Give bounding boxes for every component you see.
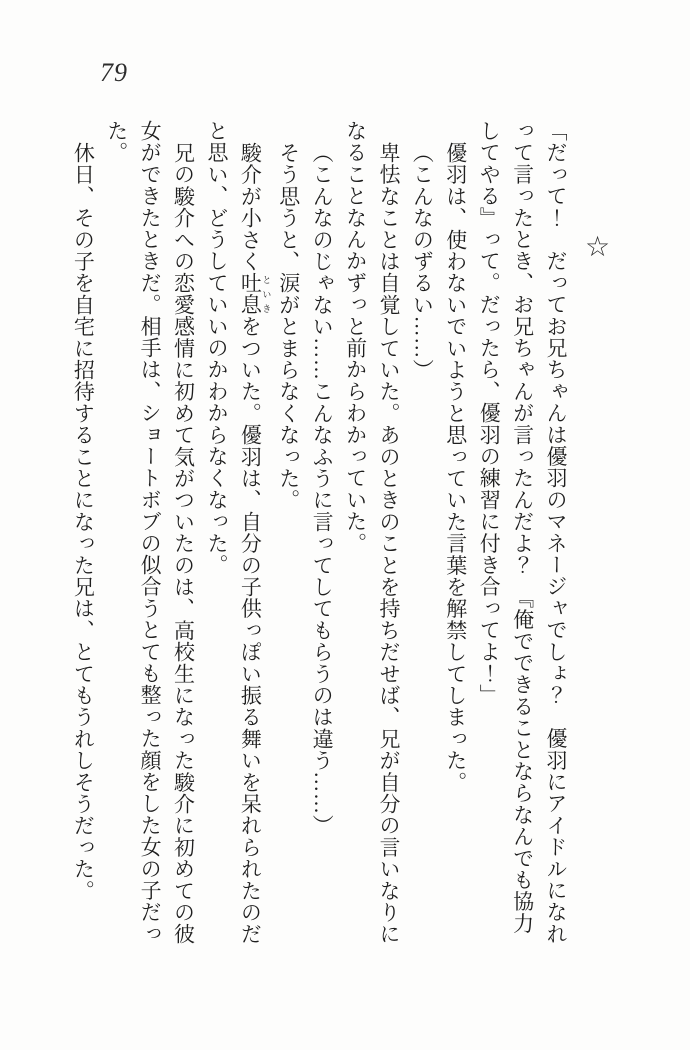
paragraph-narration-5: 兄の駿介への恋愛感情に初めて気がついたのは、高校生になった駿介に初めての彼女ができたときだ。相手は、ショートボブの似合うとても整った顔をした女の子だった。 (104, 120, 196, 945)
body-text (66, 120, 572, 948)
paragraph-narration-3: そう思うと、涙がとまらなくなった。 (276, 141, 301, 511)
ruby-base: 吐息 (238, 271, 263, 316)
paragraph-inner-monologue-2: （こんなのじゃない……こんなふうに言ってしてもらうのは違う……） (310, 141, 335, 837)
ruby-furigana: といき (261, 271, 272, 316)
paragraph-narration-4 (200, 120, 272, 948)
ruby-pre-text: 駿介が小さく (238, 141, 263, 272)
page-number: 79 (100, 58, 128, 87)
paragraph-narration-2: 卑怯なことは自覚していた。あのときのことを持ちだせば、兄が自分の言いなりになることなんかずっと前からわかっていた。 (343, 120, 401, 945)
paragraph-narration-6: 休日、その子を自宅に招待することになった兄は、とてもうれしそうだった。 (71, 141, 96, 902)
section-divider-star-icon: ☆ (585, 230, 611, 263)
paragraph-inner-monologue-1: （こんなのずるい……） (410, 141, 435, 381)
paragraph-narration-1: 優羽は、使わないでいようと思っていた言葉を解禁してしまった。 (443, 141, 468, 793)
ruby-post-text: をついた。優羽は、自分の子供っぽい振る舞いを呆れられたのだと思い、どうしていいのかわからなくなった。 (204, 120, 263, 945)
paragraph-dialogue: 「だって！ だってお兄ちゃんは優羽のマネージャでしょ？ 優羽にアイドルになれって言ったとき、お兄ちゃんが言ったんだよ？ 『俺でできることならなんでも協力してやる』って。だったら、優羽の練習に付き合ってよ！」 (477, 120, 568, 945)
ruby-toiki (238, 271, 272, 316)
